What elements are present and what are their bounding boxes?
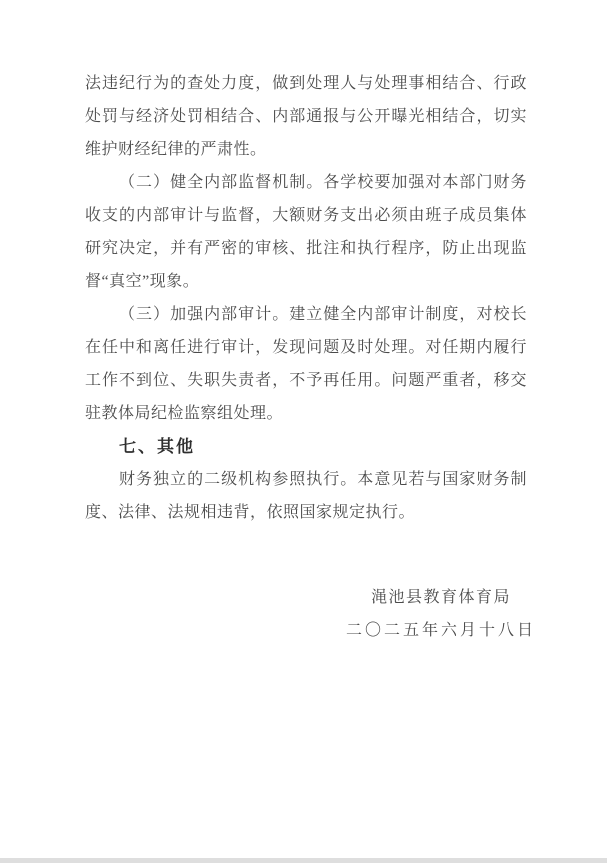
text-line: 度、法律、法规相违背，依照国家规定执行。 — [85, 504, 416, 521]
signature-organization: 渑池县教育体育局 — [370, 589, 511, 606]
text-line: 维护财经纪律的严肃性。 — [85, 141, 267, 158]
paragraph — [85, 67, 527, 166]
paragraph — [85, 463, 527, 529]
text-line: 在任中和离任进行审计，发现问题及时处理。对任期内履行 — [85, 339, 527, 356]
text-line: 处罚与经济处罚相结合、内部通报与公开曝光相结合，切实 — [85, 108, 527, 125]
text-line: 研究决定，并有严密的审核、批注和执行程序，防止出现监 — [85, 240, 527, 257]
text-line: 收支的内部审计与监督，大额财务支出必须由班子成员集体 — [85, 207, 527, 224]
text-line: （三）加强内部审计。建立健全内部审计制度，对校长 — [119, 306, 527, 323]
text-line: 工作不到位、失职失责者，不予再任用。问题严重者，移交 — [85, 372, 527, 389]
text-line: 驻教体局纪检监察组处理。 — [85, 405, 284, 422]
text-line: 财务独立的二级机构参照执行。本意见若与国家财务制 — [119, 471, 527, 488]
text-line: 法违纪行为的查处力度，做到处理人与处理事相结合、行政 — [85, 75, 527, 92]
paragraph — [85, 298, 527, 430]
page-bottom-edge — [0, 858, 607, 863]
document-body — [85, 67, 527, 529]
text-line: 七、其他 — [119, 437, 195, 456]
signature-date: 二〇二五年六月十八日 — [345, 622, 536, 639]
text-line: 督“真空”现象。 — [85, 273, 200, 290]
section-heading — [85, 430, 527, 463]
paragraph — [85, 166, 527, 298]
signature-block — [311, 581, 571, 647]
text-line: （二）健全内部监督机制。各学校要加强对本部门财务 — [119, 174, 527, 191]
